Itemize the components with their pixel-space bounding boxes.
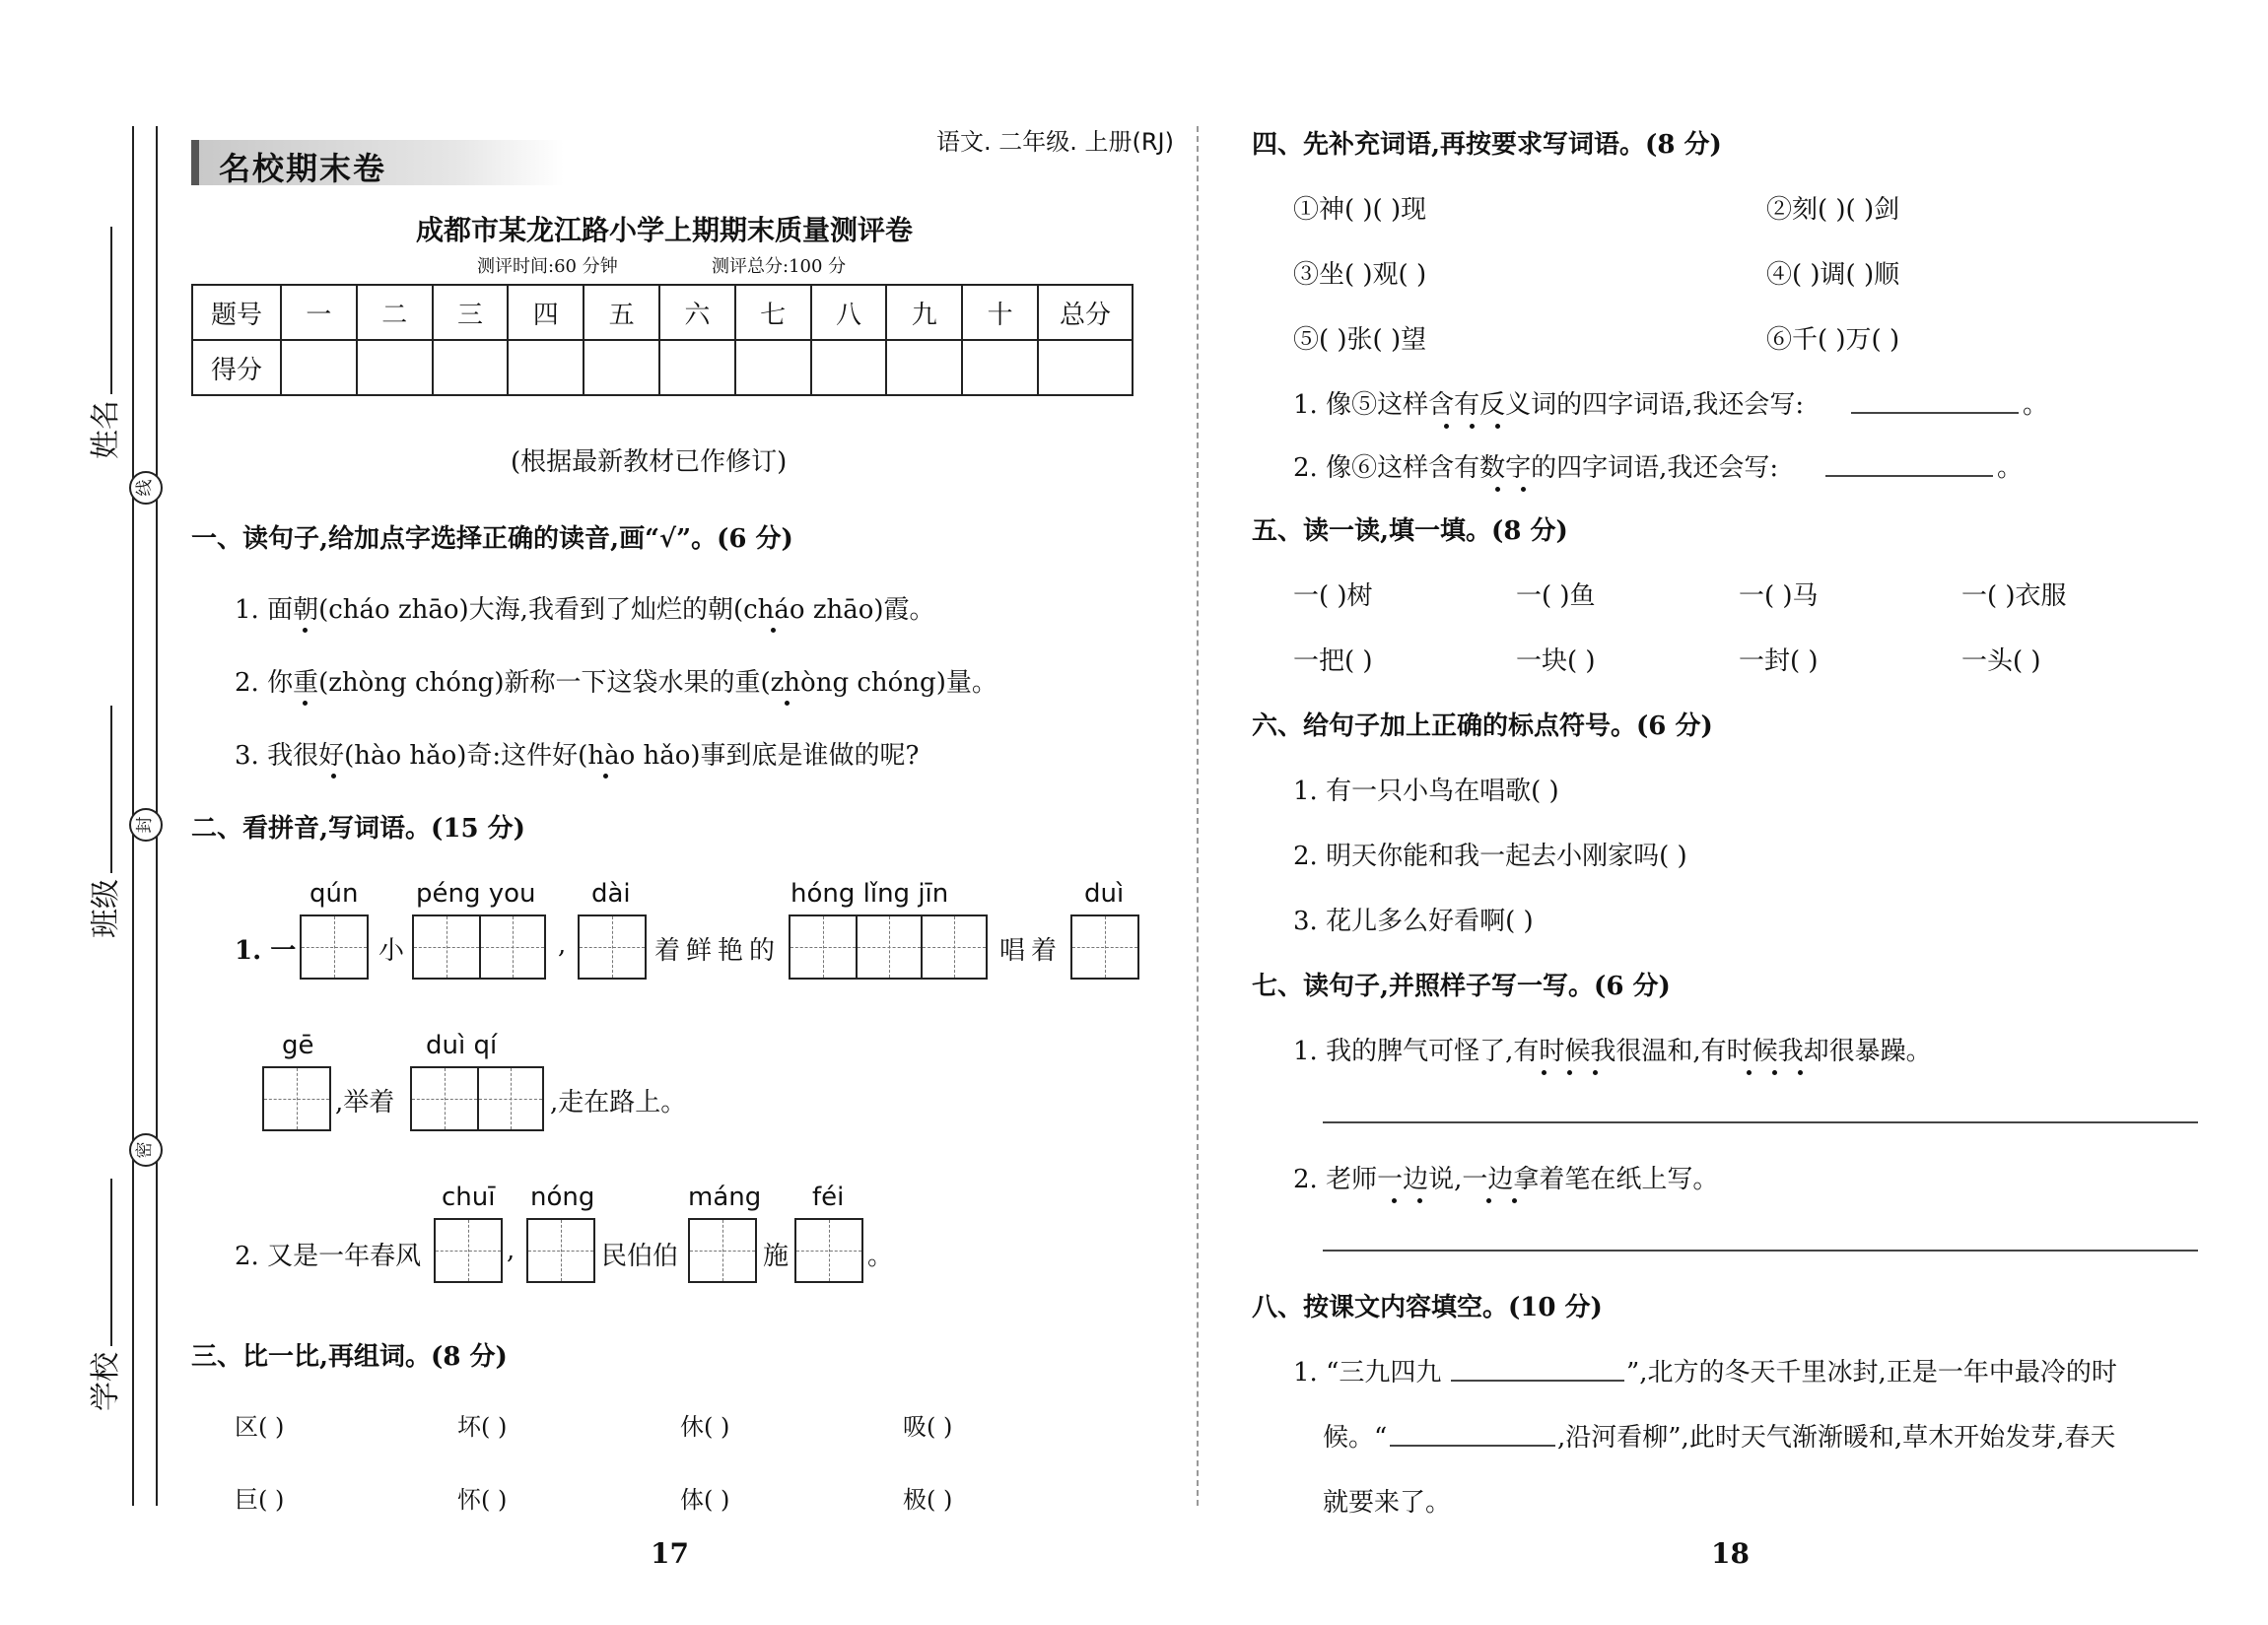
emphasis-dot xyxy=(1512,1198,1517,1203)
char-grid[interactable] xyxy=(412,914,546,980)
q1-title: 一、读句子,给加点字选择正确的读音,画“√”。(6 分) xyxy=(191,524,793,554)
score-input-cell[interactable] xyxy=(357,340,433,395)
score-input-cell[interactable] xyxy=(735,340,811,395)
pinyin-label: féi xyxy=(812,1183,845,1212)
q7-title: 七、读句子,并照样子写一写。(6 分) xyxy=(1252,972,1671,1001)
series-banner xyxy=(191,140,564,185)
q4-item: ⑤( )张( )望 xyxy=(1293,325,1427,355)
emphasis-dot xyxy=(1486,1198,1491,1203)
q4-item: ①神( )( )现 xyxy=(1293,195,1427,225)
q7-item-1: 1. 我的脾气可怪了,有时候我很温和,有时候我却很暴躁。 xyxy=(1293,1037,1932,1066)
q2-title: 二、看拼音,写词语。(15 分) xyxy=(191,814,525,844)
q6-item: 3. 花儿多么好看啊( ) xyxy=(1293,907,1534,936)
seal-mark-seal: 封 xyxy=(129,808,163,842)
q4-title: 四、先补充词语,再按要求写词语。(8 分) xyxy=(1252,130,1722,160)
q2-text: , xyxy=(507,1236,515,1265)
pinyin-label: duì xyxy=(1084,879,1125,909)
q2-text: 着鲜艳的 xyxy=(654,936,782,966)
q1-item-3: 3. 我很好(hào hǎo)奇:这件好(hào hǎo)事到底是谁做的呢? xyxy=(235,741,920,771)
score-row-label: 得分 xyxy=(192,340,281,395)
score-input-cell[interactable] xyxy=(281,340,357,395)
page-number-left: 17 xyxy=(651,1537,689,1570)
class-label: 班级 xyxy=(89,879,123,938)
pinyin-label: gē xyxy=(282,1031,314,1060)
pinyin-label: dài xyxy=(591,879,631,909)
q4-sub-1: 1. 像⑤这样含有反义词的四字词语,我还会写: xyxy=(1293,390,1805,420)
emphasis-dot xyxy=(1593,1070,1598,1075)
q5-item: 一把( ) xyxy=(1293,646,1373,676)
emphasis-dot xyxy=(771,628,776,633)
q5-title: 五、读一读,填一填。(8 分) xyxy=(1252,516,1568,546)
score-header-cell: 七 xyxy=(735,285,811,340)
pinyin-label: duì qí xyxy=(426,1031,498,1060)
char-grid[interactable] xyxy=(526,1218,595,1283)
q8-line2-a: 候。“ xyxy=(1323,1423,1388,1453)
score-table xyxy=(191,284,1134,396)
score-value-row xyxy=(192,340,1133,395)
score-header-cell: 二 xyxy=(357,285,433,340)
char-grid[interactable] xyxy=(794,1218,863,1283)
q3-item: 休( ) xyxy=(680,1413,730,1441)
pinyin-label: péng you xyxy=(416,879,536,909)
char-grid[interactable] xyxy=(1070,914,1139,980)
score-header-cell: 一 xyxy=(281,285,357,340)
school-label: 学校 xyxy=(89,1352,123,1411)
char-grid[interactable] xyxy=(262,1066,331,1131)
emphasis-dot xyxy=(1392,1198,1397,1203)
page-divider xyxy=(1197,126,1199,1506)
score-header-cell: 总分 xyxy=(1038,285,1133,340)
exam-total: 测评总分:100 分 xyxy=(712,256,847,277)
q6-item: 1. 有一只小鸟在唱歌( ) xyxy=(1293,777,1559,806)
char-grid[interactable] xyxy=(434,1218,503,1283)
q2-line3-num: 2. 又是一年春风 xyxy=(235,1242,422,1271)
seal-mark-secret: 密 xyxy=(129,1133,163,1167)
pinyin-label: chuī xyxy=(442,1183,496,1212)
emphasis-dot xyxy=(1542,1070,1546,1075)
score-input-cell[interactable] xyxy=(659,340,735,395)
answer-blank[interactable] xyxy=(1825,475,1993,477)
exam-title: 成都市某龙江路小学上期期末质量测评卷 xyxy=(416,214,914,246)
q8-line1-a: 1. “三九四九 xyxy=(1293,1358,1442,1388)
q1-item-1: 1. 面朝(cháo zhāo)大海,我看到了灿烂的朝(cháo zhāo)霞。 xyxy=(235,595,935,625)
score-header-cell: 十 xyxy=(962,285,1038,340)
score-input-cell[interactable] xyxy=(811,340,887,395)
q5-item: 一( )衣服 xyxy=(1961,581,2067,611)
score-header-cell: 题号 xyxy=(192,285,281,340)
char-grid[interactable] xyxy=(410,1066,544,1131)
score-header-row xyxy=(192,285,1133,340)
score-input-cell[interactable] xyxy=(962,340,1038,395)
q4-sub-2: 2. 像⑥这样含有数字的四字词语,我还会写: xyxy=(1293,453,1779,483)
exam-time: 测评时间:60 分钟 xyxy=(477,256,618,277)
q2-text: 唱着 xyxy=(999,936,1064,966)
q8-title: 八、按课文内容填空。(10 分) xyxy=(1252,1293,1603,1322)
q2-text: 施 xyxy=(763,1242,790,1271)
pinyin-label: nóng xyxy=(530,1183,595,1212)
emphasis-dot xyxy=(1495,424,1500,429)
q5-item: 一( )鱼 xyxy=(1516,581,1596,611)
emphasis-dot xyxy=(603,774,608,779)
q5-item: 一块( ) xyxy=(1516,646,1596,676)
q3-item: 吸( ) xyxy=(903,1413,953,1441)
q4-sub-1-end: 。 xyxy=(2023,390,2049,420)
emphasis-dot xyxy=(331,774,336,779)
q1-item-2: 2. 你重(zhòng chóng)新称一下这袋水果的重(zhòng chóng)量。 xyxy=(235,668,997,698)
char-grid[interactable] xyxy=(789,914,988,980)
emphasis-dot xyxy=(303,628,308,633)
seal-mark-line: 线 xyxy=(129,471,163,505)
pinyin-label: qún xyxy=(309,879,359,909)
q4-item: ②刻( )( )剑 xyxy=(1766,195,1900,225)
emphasis-dot xyxy=(1417,1198,1422,1203)
q8-line1-b: ”,北方的冬天千里冰封,正是一年中最冷的时 xyxy=(1626,1358,2117,1388)
q2-text: ,举着 xyxy=(335,1088,395,1117)
score-header-cell: 三 xyxy=(433,285,509,340)
answer-blank[interactable] xyxy=(1451,1380,1624,1382)
score-header-cell: 六 xyxy=(659,285,735,340)
name-label: 姓名 xyxy=(89,400,123,459)
emphasis-dot xyxy=(1747,1070,1752,1075)
q2-text: , xyxy=(558,930,567,960)
char-grid[interactable] xyxy=(300,914,369,980)
score-input-cell[interactable] xyxy=(508,340,584,395)
q2-text: 小 xyxy=(378,936,405,966)
score-header-cell: 五 xyxy=(584,285,659,340)
char-grid[interactable] xyxy=(578,914,647,980)
page-number-right: 18 xyxy=(1711,1537,1750,1570)
q7-item-2: 2. 老师一边说,一边拿着笔在纸上写。 xyxy=(1293,1165,1719,1194)
emphasis-dot xyxy=(1470,424,1475,429)
answer-blank[interactable] xyxy=(1390,1445,1555,1447)
q5-item: 一( )马 xyxy=(1739,581,1819,611)
emphasis-dot xyxy=(303,701,308,706)
q6-title: 六、给句子加上正确的标点符号。(6 分) xyxy=(1252,711,1713,741)
score-input-cell[interactable] xyxy=(886,340,962,395)
q3-item: 巨( ) xyxy=(235,1486,285,1514)
score-header-cell: 八 xyxy=(811,285,887,340)
score-input-cell[interactable] xyxy=(433,340,509,395)
emphasis-dot xyxy=(1495,487,1500,492)
revision-note: (根据最新教材已作修订) xyxy=(511,447,788,477)
q3-item: 区( ) xyxy=(235,1413,285,1441)
q2-text: 。 xyxy=(867,1242,894,1271)
subject-label: 语文. 二年级. 上册(RJ) xyxy=(936,128,1174,156)
score-input-cell[interactable] xyxy=(1038,340,1133,395)
q3-item: 体( ) xyxy=(680,1486,730,1514)
score-header-cell: 四 xyxy=(508,285,584,340)
emphasis-dot xyxy=(1567,1070,1572,1075)
q4-item: ⑥千( )万( ) xyxy=(1766,325,1900,355)
q2-line1-num: 1. 一 xyxy=(235,936,297,966)
q3-item: 坏( ) xyxy=(457,1413,508,1441)
score-input-cell[interactable] xyxy=(584,340,659,395)
q5-item: 一头( ) xyxy=(1961,646,2041,676)
answer-blank[interactable] xyxy=(1851,412,2019,414)
q4-item: ④( )调( )顺 xyxy=(1766,260,1900,290)
name-blank xyxy=(110,227,112,394)
q4-sub-2-end: 。 xyxy=(1997,453,2024,483)
emphasis-dot xyxy=(1798,1070,1803,1075)
school-blank xyxy=(110,1179,112,1346)
banner-text: 名校期末卷 xyxy=(219,150,387,187)
q3-title: 三、比一比,再组词。(8 分) xyxy=(191,1342,508,1372)
q3-item: 极( ) xyxy=(903,1486,953,1514)
pinyin-label: hóng lǐng jīn xyxy=(790,879,949,909)
emphasis-dot xyxy=(1521,487,1526,492)
emphasis-dot xyxy=(785,701,790,706)
class-blank xyxy=(110,706,112,873)
q5-item: 一( )树 xyxy=(1293,581,1373,611)
emphasis-dot xyxy=(1772,1070,1777,1075)
writing-line[interactable] xyxy=(1323,1250,2198,1252)
char-grid[interactable] xyxy=(688,1218,757,1283)
q8-line3: 就要来了。 xyxy=(1323,1488,1452,1518)
pinyin-label: máng xyxy=(688,1183,762,1212)
q2-text: 民伯伯 xyxy=(601,1242,679,1271)
q3-item: 怀( ) xyxy=(457,1486,508,1514)
emphasis-dot xyxy=(1444,424,1449,429)
q6-item: 2. 明天你能和我一起去小刚家吗( ) xyxy=(1293,842,1687,871)
q2-text: ,走在路上。 xyxy=(550,1088,687,1117)
q8-line2-b: ,沿河看柳”,此时天气渐渐暖和,草木开始发芽,春天 xyxy=(1557,1423,2116,1453)
q5-item: 一封( ) xyxy=(1739,646,1819,676)
score-header-cell: 九 xyxy=(886,285,962,340)
q4-item: ③坐( )观( ) xyxy=(1293,260,1427,290)
writing-line[interactable] xyxy=(1323,1121,2198,1123)
